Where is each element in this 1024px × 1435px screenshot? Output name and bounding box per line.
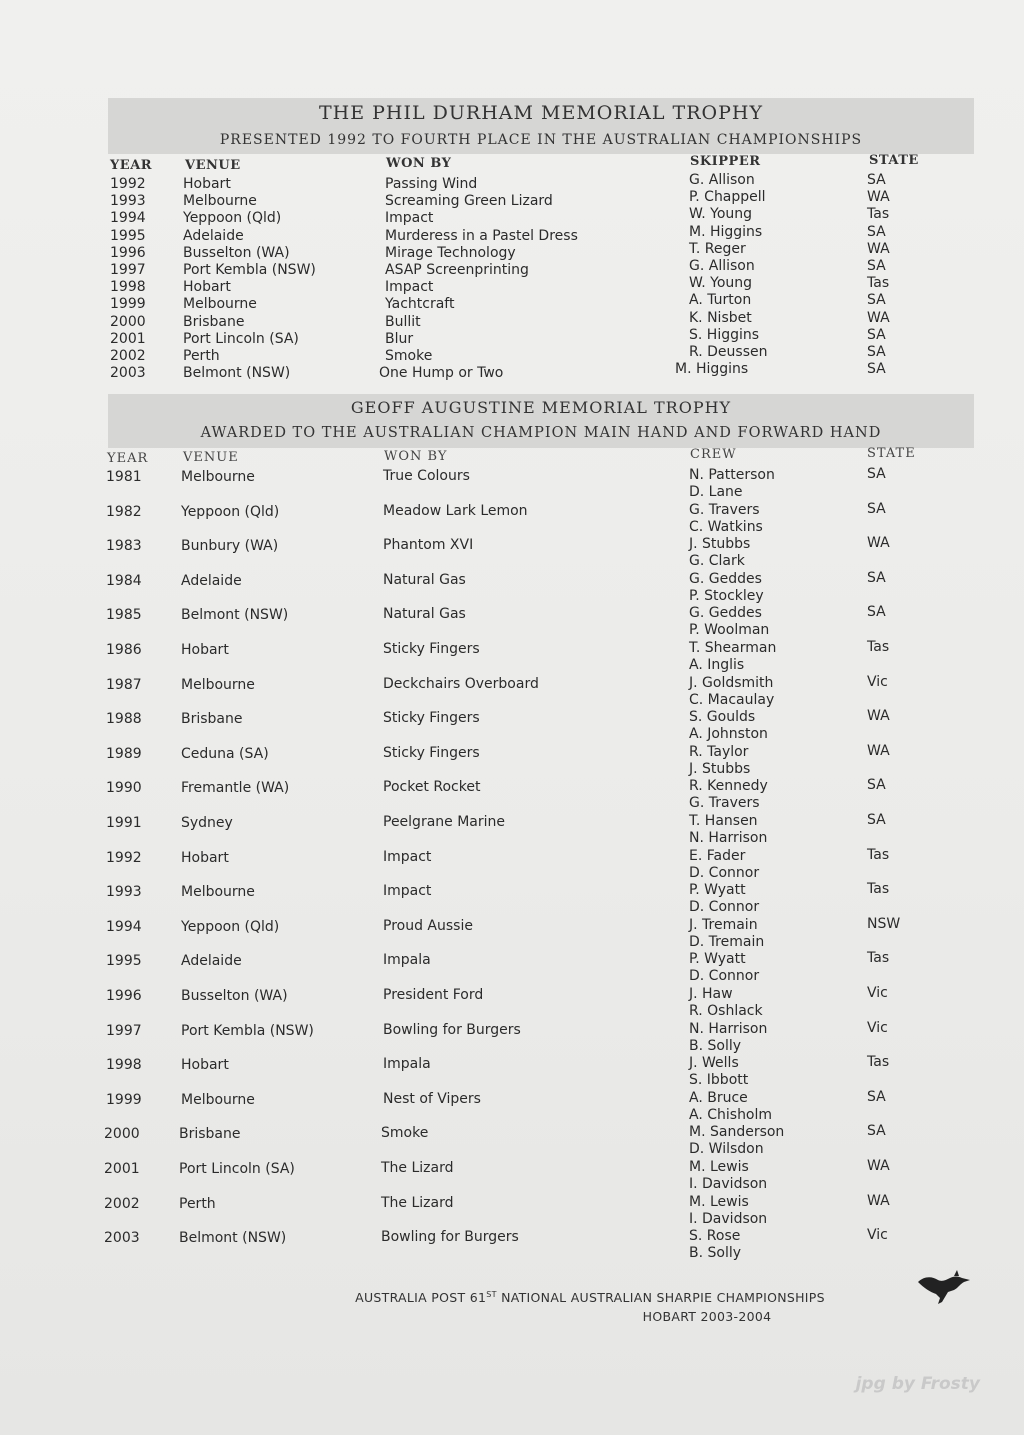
trophy2-cell-won-by: Meadow Lark Lemon	[383, 502, 528, 519]
trophy1-header-wonby: WON BY	[386, 156, 452, 171]
trophy1-cell-year: 1996	[110, 244, 146, 261]
trophy2-cell-crew-forward: G. Travers	[689, 795, 760, 812]
trophy1-cell-state: WA	[867, 240, 890, 257]
trophy2-cell-crew-main: M. Sanderson	[689, 1124, 785, 1141]
trophy1-cell-skipper: K. Nisbet	[689, 309, 752, 326]
trophy2-cell-year: 1991	[106, 815, 142, 831]
trophy2-cell-crew-main: J. Haw	[689, 986, 733, 1002]
trophy2-cell-crew-forward: P. Woolman	[689, 622, 770, 639]
trophy2-cell-won-by: Nest of Vipers	[383, 1090, 481, 1107]
trophy2-cell-state: SA	[867, 604, 886, 621]
trophy1-cell-skipper: T. Reger	[689, 240, 746, 257]
trophy2-cell-crew-forward: A. Johnston	[689, 726, 768, 743]
trophy2-cell-crew-main: N. Harrison	[689, 1020, 768, 1037]
trophy2-cell-year: 1992	[106, 849, 142, 866]
trophy2-cell-crew-forward: A. Inglis	[689, 657, 745, 673]
trophy2-cell-year: 2000	[104, 1126, 140, 1143]
trophy2-cell-state: SA	[867, 1088, 886, 1105]
watermark: jpg by Frosty	[855, 1374, 980, 1394]
footer-line1-prefix: AUSTRALIA POST 61	[355, 1290, 487, 1306]
trophy2-cell-year: 1995	[106, 953, 142, 970]
trophy2-cell-crew-forward: B. Solly	[689, 1245, 742, 1262]
trophy1-cell-state: SA	[867, 361, 886, 378]
trophy2-cell-won-by: Proud Aussie	[383, 917, 473, 934]
trophy2-cell-won-by: Natural Gas	[383, 606, 466, 623]
trophy1-cell-won-by: Murderess in a Pastel Dress	[385, 227, 578, 244]
trophy2-cell-venue: Busselton (WA)	[181, 988, 288, 1004]
trophy2-cell-venue: Melbourne	[181, 884, 255, 901]
trophy1-cell-venue: Port Lincoln (SA)	[183, 330, 299, 347]
trophy1-cell-won-by: One Hump or Two	[379, 365, 504, 382]
trophy2-cell-venue: Yeppoon (Qld)	[181, 918, 280, 935]
trophy2-cell-year: 1985	[106, 607, 142, 624]
trophy2-cell-year: 1986	[106, 642, 142, 658]
trophy2-cell-venue: Brisbane	[181, 711, 243, 728]
trophy2-cell-crew-main: P. Wyatt	[689, 951, 746, 968]
trophy1-cell-venue: Port Kembla (NSW)	[183, 262, 316, 278]
trophy2-cell-crew-main: P. Wyatt	[689, 882, 746, 899]
trophy1-cell-year: 1994	[110, 210, 146, 227]
trophy2-cell-state: SA	[867, 777, 886, 794]
footer-line1-suffix: NATIONAL AUSTRALIAN SHARPIE CHAMPIONSHIPS	[496, 1290, 825, 1306]
trophy1-cell-won-by: Impact	[385, 279, 434, 296]
trophy1-cell-won-by: Blur	[385, 330, 414, 347]
trophy2-cell-year: 1981	[106, 469, 142, 485]
trophy2-cell-year: 1997	[106, 1022, 142, 1039]
trophy2-cell-state: Vic	[867, 673, 888, 690]
trophy2-cell-crew-main: R. Kennedy	[689, 778, 768, 795]
trophy1-cell-year: 2000	[110, 313, 146, 330]
trophy2-header-wonby: WON BY	[384, 449, 448, 464]
trophy1-cell-skipper: R. Deussen	[689, 344, 768, 360]
trophy2-cell-crew-main: G. Geddes	[689, 605, 762, 622]
trophy1-header-state: STATE	[869, 153, 919, 168]
trophy2-cell-crew-main: G. Travers	[689, 501, 760, 518]
trophy2-cell-year: 1999	[106, 1091, 142, 1108]
trophy1-cell-year: 1997	[110, 262, 146, 278]
trophy1-cell-venue: Hobart	[183, 176, 231, 192]
trophy2-cell-crew-main: M. Lewis	[689, 1193, 749, 1210]
trophy1-cell-skipper: P. Chappell	[689, 189, 766, 206]
trophy2-cell-crew-main: J. Tremain	[689, 916, 758, 933]
trophy2-cell-year: 1987	[106, 676, 142, 693]
trophy2-cell-state: Tas	[867, 639, 890, 655]
trophy2-cell-venue: Perth	[179, 1195, 216, 1212]
trophy2-cell-won-by: President Ford	[383, 987, 484, 1003]
trophy1-cell-year: 2002	[110, 348, 146, 364]
trophy2-cell-state: WA	[867, 535, 890, 552]
trophy2-cell-crew-forward: I. Davidson	[689, 1176, 768, 1192]
trophy2-cell-venue: Port Kembla (NSW)	[181, 1022, 314, 1039]
trophy2-cell-crew-forward: I. Davidson	[689, 1210, 768, 1227]
trophy1-cell-year: 1999	[110, 296, 146, 313]
trophy1-header-skipper: SKIPPER	[690, 154, 761, 169]
trophy2-cell-venue: Port Lincoln (SA)	[179, 1161, 295, 1177]
trophy1-cell-venue: Adelaide	[183, 227, 244, 244]
trophy2-cell-crew-forward: A. Chisholm	[689, 1106, 773, 1123]
trophy2-cell-crew-main: R. Taylor	[689, 743, 749, 760]
trophy2-cell-won-by: The Lizard	[381, 1194, 454, 1211]
trophy2-cell-state: SA	[867, 466, 886, 482]
trophy2-cell-crew-forward: G. Clark	[689, 553, 745, 570]
trophy2-cell-year: 1993	[106, 884, 142, 901]
trophy2-cell-won-by: Natural Gas	[383, 571, 466, 588]
trophy1-cell-year: 1998	[110, 279, 146, 296]
trophy2-cell-venue: Adelaide	[181, 953, 242, 970]
trophy2-cell-crew-forward: C. Macaulay	[689, 691, 775, 708]
trophy2-cell-won-by: Impala	[383, 952, 431, 969]
trophy2-cell-state: Vic	[867, 1227, 888, 1244]
trophy1-cell-skipper: A. Turton	[689, 292, 752, 309]
trophy2-cell-venue: Adelaide	[181, 572, 242, 589]
trophy1-cell-venue: Busselton (WA)	[183, 244, 290, 261]
footer-line1	[140, 1290, 1024, 1305]
trophy1-cell-year: 2003	[110, 365, 146, 382]
trophy2-cell-won-by: Bowling for Burgers	[381, 1229, 519, 1246]
trophy1-cell-skipper: W. Young	[689, 206, 753, 223]
trophy2-cell-crew-main: S. Goulds	[689, 709, 756, 726]
trophy2-cell-crew-main: N. Patterson	[689, 467, 775, 483]
trophy1-cell-venue: Hobart	[183, 279, 231, 296]
trophy2-cell-crew-main: J. Stubbs	[689, 536, 751, 553]
trophy2-cell-crew-main: M. Lewis	[689, 1159, 749, 1175]
trophy2-cell-won-by: Sticky Fingers	[383, 641, 480, 657]
trophy1-cell-state: Tas	[867, 275, 890, 292]
trophy2-header-crew: CREW	[690, 447, 737, 462]
trophy2-cell-won-by: The Lizard	[381, 1160, 454, 1176]
trophy2-cell-won-by: Sticky Fingers	[383, 744, 480, 761]
trophy2-cell-venue: Belmont (NSW)	[181, 607, 289, 624]
trophy2-cell-venue: Brisbane	[179, 1126, 241, 1143]
trophy2-cell-year: 2002	[104, 1195, 140, 1212]
trophy2-cell-state: Tas	[867, 1054, 890, 1071]
trophy2-cell-crew-main: S. Rose	[689, 1228, 741, 1245]
trophy1-cell-skipper: G. Allison	[689, 172, 755, 188]
trophy1-cell-year: 1992	[110, 176, 146, 192]
trophy2-cell-year: 1996	[106, 988, 142, 1004]
trophy2-cell-crew-forward: D. Connor	[689, 864, 760, 881]
trophy2-cell-won-by: Pocket Rocket	[383, 779, 481, 796]
trophy1-cell-state: WA	[867, 309, 890, 326]
trophy2-cell-won-by: Peelgrane Marine	[383, 814, 506, 830]
trophy2-cell-year: 1984	[106, 572, 142, 589]
trophy1-cell-venue: Belmont (NSW)	[183, 365, 291, 382]
trophy2-cell-year: 1983	[106, 538, 142, 555]
trophy2-cell-crew-forward: B. Solly	[689, 1037, 742, 1054]
trophy2-cell-crew-main: J. Wells	[689, 1055, 739, 1072]
trophy2-cell-crew-main: T. Hansen	[689, 813, 758, 829]
trophy1-cell-state: WA	[867, 189, 890, 206]
trophy2-cell-crew-forward: D. Wilsdon	[689, 1141, 764, 1158]
trophy2-cell-state: WA	[867, 708, 890, 725]
trophy1-subtitle: PRESENTED 1992 TO FOURTH PLACE IN THE AUSTRALIAN CHAMPIONSHIPS	[219, 132, 863, 148]
trophy1-cell-venue: Melbourne	[183, 193, 257, 210]
trophy1-cell-state: SA	[867, 292, 886, 309]
trophy2-cell-year: 1988	[106, 711, 142, 728]
trophy2-cell-state: NSW	[867, 915, 901, 932]
trophy2-cell-won-by: Impact	[383, 883, 432, 900]
trophy1-cell-won-by: Mirage Technology	[385, 244, 516, 261]
trophy1-cell-venue: Melbourne	[183, 296, 257, 313]
trophy2-cell-year: 1990	[106, 780, 142, 797]
trophy2-cell-venue: Hobart	[181, 849, 229, 866]
trophy2-title: GEOFF AUGUSTINE MEMORIAL TROPHY	[350, 398, 732, 417]
trophy2-cell-crew-forward: D. Lane	[689, 484, 743, 500]
footer-line1-sup: ST	[486, 1290, 497, 1299]
trophy2-cell-crew-forward: D. Connor	[689, 968, 760, 985]
trophy1-cell-skipper: W. Young	[689, 275, 753, 292]
trophy2-cell-venue: Melbourne	[181, 469, 255, 485]
trophy2-cell-crew-forward: R. Oshlack	[689, 1003, 763, 1019]
trophy2-header-year: YEAR	[107, 451, 149, 466]
trophy1-cell-state: SA	[867, 172, 886, 188]
trophy1-cell-won-by: Impact	[385, 210, 434, 227]
trophy1-cell-venue: Perth	[183, 348, 220, 364]
trophy2-cell-state: WA	[867, 742, 890, 759]
trophy2-cell-venue: Fremantle (WA)	[181, 780, 290, 797]
trophy2-cell-crew-main: G. Geddes	[689, 570, 762, 587]
trophy2-cell-state: Tas	[867, 881, 890, 898]
trophy2-header-state: STATE	[867, 446, 916, 461]
footer-line2: HOBART 2003-2004	[642, 1309, 772, 1324]
trophy2-cell-year: 1998	[106, 1057, 142, 1074]
trophy1-cell-year: 1995	[110, 227, 146, 244]
trophy2-cell-won-by: Impala	[383, 1056, 431, 1073]
trophy1-header-venue: VENUE	[185, 158, 241, 173]
trophy2-subtitle: AWARDED TO THE AUSTRALIAN CHAMPION MAIN HAND AND FORWARD HAND	[200, 425, 882, 441]
trophy1-cell-won-by: ASAP Screenprinting	[385, 262, 529, 278]
trophy2-cell-won-by: Impact	[383, 848, 432, 865]
trophy2-cell-won-by: True Colours	[383, 468, 470, 484]
trophy2-cell-venue: Bunbury (WA)	[181, 538, 279, 555]
trophy2-cell-won-by: Sticky Fingers	[383, 710, 480, 727]
trophy2-cell-venue: Hobart	[181, 642, 229, 658]
trophy1-cell-state: SA	[867, 223, 886, 240]
trophy2-cell-crew-forward: P. Stockley	[689, 587, 764, 604]
trophy2-cell-venue: Melbourne	[181, 676, 255, 693]
trophy1-cell-skipper: M. Higgins	[675, 361, 749, 378]
trophy1-header-year: YEAR	[110, 158, 153, 173]
trophy1-cell-skipper: S. Higgins	[689, 326, 760, 343]
trophy1-cell-state: SA	[867, 258, 886, 274]
trophy2-cell-crew-forward: N. Harrison	[689, 830, 768, 846]
trophy1-cell-won-by: Smoke	[385, 348, 433, 364]
trophy1-cell-skipper: M. Higgins	[689, 223, 763, 240]
trophy2-cell-crew-forward: C. Watkins	[689, 518, 763, 535]
trophy2-cell-state: SA	[867, 1123, 886, 1140]
trophy1-cell-won-by: Passing Wind	[385, 176, 478, 192]
trophy2-cell-year: 1982	[106, 503, 142, 520]
trophy2-cell-crew-main: A. Bruce	[689, 1089, 748, 1106]
trophy2-cell-state: WA	[867, 1192, 890, 1209]
trophy2-cell-venue: Melbourne	[181, 1091, 255, 1108]
trophy2-cell-state: WA	[867, 1158, 890, 1174]
trophy2-cell-won-by: Smoke	[381, 1125, 429, 1142]
trophy2-cell-crew-main: J. Goldsmith	[689, 674, 774, 691]
trophy2-cell-crew-forward: S. Ibbott	[689, 1072, 749, 1089]
trophy2-cell-won-by: Phantom XVI	[383, 537, 474, 554]
trophy2-cell-state: SA	[867, 569, 886, 586]
trophy2-cell-venue: Sydney	[181, 815, 233, 831]
trophy2-cell-won-by: Deckchairs Overboard	[383, 675, 539, 692]
trophy1-cell-year: 2001	[110, 330, 146, 347]
trophy2-cell-year: 2003	[104, 1230, 140, 1247]
trophy1-cell-state: SA	[867, 344, 886, 360]
trophy2-cell-crew-main: E. Fader	[689, 847, 746, 864]
trophy2-cell-year: 2001	[104, 1161, 140, 1177]
trophy2-cell-state: Vic	[867, 985, 888, 1001]
trophy2-cell-crew-forward: D. Connor	[689, 899, 760, 916]
trophy2-cell-state: Vic	[867, 1019, 888, 1036]
trophy2-cell-state: SA	[867, 500, 886, 517]
trophy2-cell-state: Tas	[867, 846, 890, 863]
trophy2-cell-state: SA	[867, 812, 886, 828]
trophy2-cell-venue: Hobart	[181, 1057, 229, 1074]
trophy1-cell-won-by: Screaming Green Lizard	[385, 193, 553, 210]
trophy2-cell-venue: Yeppoon (Qld)	[181, 503, 280, 520]
trophy1-cell-won-by: Yachtcraft	[385, 296, 455, 313]
trophy2-cell-crew-forward: D. Tremain	[689, 933, 765, 950]
trophy1-cell-venue: Brisbane	[183, 313, 245, 330]
trophy1-cell-state: Tas	[867, 206, 890, 223]
trophy2-cell-venue: Belmont (NSW)	[179, 1230, 287, 1247]
trophy2-cell-venue: Ceduna (SA)	[181, 745, 269, 762]
trophy2-header-venue: VENUE	[183, 450, 239, 465]
trophy2-cell-year: 1989	[106, 745, 142, 762]
trophy2-cell-state: Tas	[867, 950, 890, 967]
trophy2-cell-crew-forward: J. Stubbs	[689, 760, 751, 777]
trophy1-cell-year: 1993	[110, 193, 146, 210]
trophy1-cell-venue: Yeppoon (Qld)	[183, 210, 282, 227]
trophy1-cell-won-by: Bullit	[385, 313, 421, 330]
trophy1-cell-skipper: G. Allison	[689, 258, 755, 274]
trophy2-cell-won-by: Bowling for Burgers	[383, 1021, 521, 1038]
trophy1-title: THE PHIL DURHAM MEMORIAL TROPHY	[319, 102, 763, 124]
trophy2-cell-crew-main: T. Shearman	[689, 640, 777, 656]
kangaroo-icon	[914, 1268, 974, 1308]
trophy2-cell-year: 1994	[106, 918, 142, 935]
trophy1-cell-state: SA	[867, 326, 886, 343]
